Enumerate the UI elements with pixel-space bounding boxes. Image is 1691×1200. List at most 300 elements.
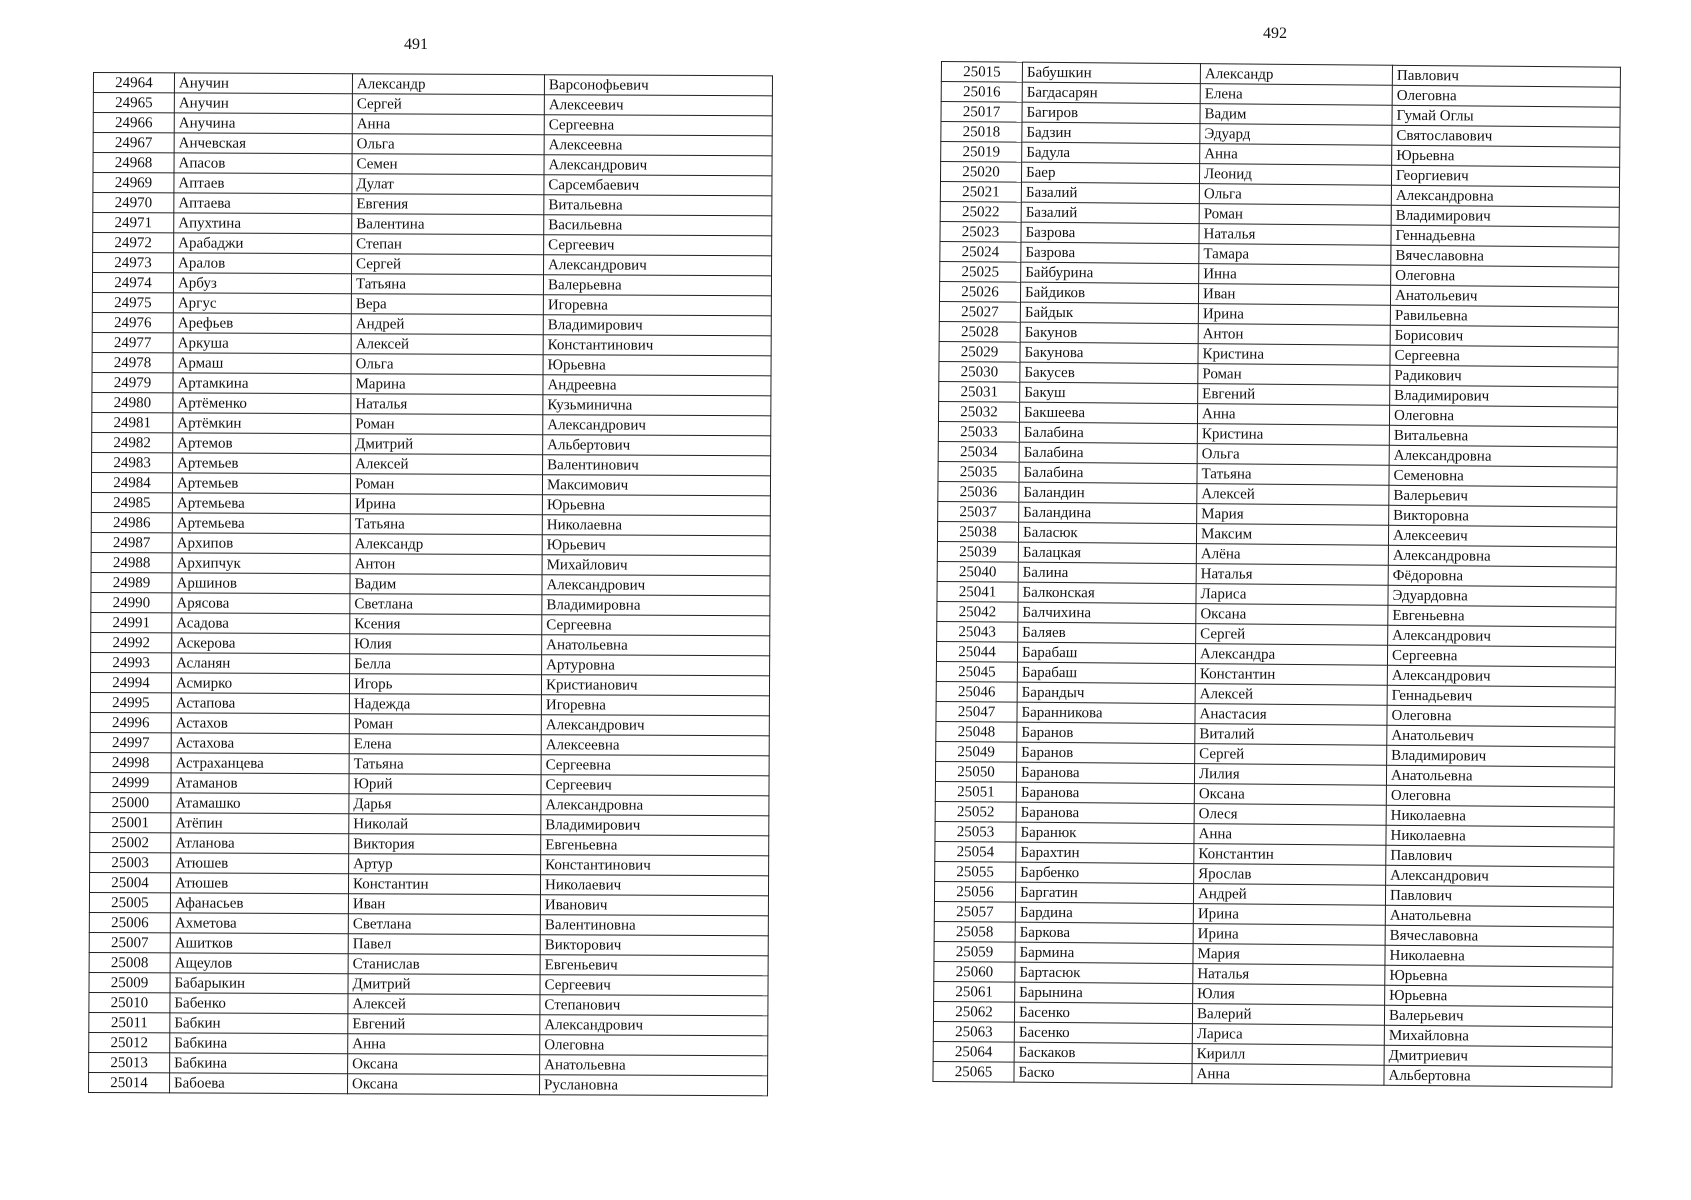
table-row	[89, 932, 768, 955]
patronymic-cell: Сергеевич	[544, 235, 772, 256]
patronymic-cell: Андреевна	[543, 375, 771, 396]
first-name-cell: Александр	[352, 74, 544, 95]
record-number-cell: 24975	[92, 292, 173, 312]
patronymic-cell: Николаевна	[542, 515, 770, 536]
surname-cell: Багиров	[1022, 102, 1200, 123]
surname-cell: Бакунова	[1020, 342, 1198, 363]
record-number-cell: 25026	[939, 281, 1020, 302]
patronymic-cell: Артуровна	[542, 655, 770, 676]
patronymic-cell: Витальевна	[544, 195, 772, 216]
surname-cell: Базрова	[1021, 242, 1199, 263]
table-row	[92, 432, 771, 455]
record-number-cell: 24965	[93, 93, 174, 113]
record-number-cell: 25033	[938, 421, 1019, 442]
surname-cell: Атаманов	[171, 773, 349, 794]
record-number-cell: 25065	[933, 1061, 1014, 1082]
record-number-cell: 25059	[934, 941, 1015, 962]
surname-cell: Басенко	[1014, 1002, 1192, 1023]
surname-cell: Бабкин	[170, 1013, 348, 1034]
record-number-cell: 25041	[937, 581, 1018, 602]
table-row	[93, 113, 772, 136]
first-name-cell: Тамара	[1199, 244, 1391, 266]
surname-cell: Бабкина	[170, 1033, 348, 1054]
surname-cell: Барабаш	[1017, 642, 1195, 663]
first-name-cell: Кристина	[1197, 424, 1389, 446]
surname-cell: Артемьев	[172, 473, 350, 494]
surname-cell: Баранова	[1016, 762, 1194, 783]
first-name-cell: Лариса	[1192, 1024, 1384, 1046]
first-name-cell: Дмитрий	[351, 434, 543, 455]
record-number-cell: 24978	[92, 352, 173, 372]
record-number-cell: 25037	[938, 501, 1019, 522]
record-number-cell: 25025	[940, 261, 1021, 282]
surname-cell: Баландин	[1019, 482, 1197, 503]
first-name-cell: Оксана	[348, 1074, 540, 1095]
surname-cell: Базалий	[1021, 182, 1199, 203]
surname-cell: Баляев	[1018, 622, 1196, 643]
surname-cell: Барандыч	[1017, 682, 1195, 703]
table-row	[91, 492, 770, 515]
first-name-cell: Ирина	[350, 494, 542, 515]
surname-cell: Артемьев	[173, 453, 351, 474]
first-name-cell: Анна	[1197, 404, 1389, 426]
first-name-cell: Андрей	[351, 314, 543, 335]
patronymic-cell: Дмитриевич	[1384, 1045, 1612, 1067]
patronymic-cell: Олеговна	[1387, 705, 1615, 727]
table-row	[91, 512, 770, 535]
patronymic-cell: Евгеньевна	[541, 835, 769, 856]
record-number-cell: 24997	[90, 732, 171, 752]
table-row	[92, 292, 771, 315]
surname-cell: Баранюк	[1016, 822, 1194, 843]
first-name-cell: Александр	[350, 534, 542, 555]
record-number-cell: 24988	[91, 552, 172, 572]
patronymic-cell: Сергеевна	[542, 615, 770, 636]
record-number-cell: 25006	[89, 912, 170, 932]
table-row	[93, 233, 772, 256]
record-number-cell: 24969	[93, 173, 174, 193]
first-name-cell: Константин	[1194, 844, 1386, 866]
first-name-cell: Роман	[349, 714, 541, 735]
page-number-right: 492	[1263, 25, 1287, 42]
page-number-left: 491	[404, 36, 428, 53]
surname-cell: Анучин	[174, 93, 352, 114]
patronymic-cell: Константинович	[541, 855, 769, 876]
first-name-cell: Константин	[348, 874, 540, 895]
record-number-cell: 25018	[941, 122, 1022, 143]
surname-cell: Ащеулов	[170, 953, 348, 974]
surname-cell: Бабенко	[170, 993, 348, 1014]
patronymic-cell: Борисович	[1390, 325, 1618, 347]
surname-cell: Аркуша	[173, 333, 351, 354]
record-number-cell: 25058	[934, 921, 1015, 942]
patronymic-cell: Юрьевич	[542, 535, 770, 556]
patronymic-cell: Витальевна	[1389, 425, 1617, 447]
patronymic-cell: Максимович	[542, 475, 770, 496]
first-name-cell: Валентина	[352, 214, 544, 235]
first-name-cell: Николай	[349, 814, 541, 835]
record-number-cell: 24999	[90, 772, 171, 792]
surname-cell: Баранов	[1017, 722, 1195, 743]
surname-cell: Бабарыкин	[170, 973, 348, 994]
record-number-cell: 25015	[941, 62, 1022, 83]
first-name-cell: Максим	[1196, 524, 1388, 546]
table-row	[89, 1032, 768, 1055]
record-number-cell: 25062	[933, 1001, 1014, 1022]
patronymic-cell: Равильевна	[1390, 305, 1618, 327]
surname-cell: Атюшев	[171, 853, 349, 874]
patronymic-cell: Эдуардовна	[1388, 585, 1616, 607]
surname-cell: Аршинов	[172, 573, 350, 594]
first-name-cell: Наталья	[1193, 964, 1385, 986]
patronymic-cell: Анатольевна	[1386, 765, 1614, 787]
table-row	[92, 352, 771, 375]
surname-cell: Атёпин	[171, 813, 349, 834]
record-number-cell: 25012	[89, 1032, 170, 1052]
table-row	[90, 672, 769, 695]
surname-cell: Баландина	[1019, 502, 1197, 523]
table-row	[90, 692, 769, 715]
record-number-cell: 25039	[937, 541, 1018, 562]
record-number-cell: 24993	[91, 652, 172, 672]
surname-cell: Балабина	[1019, 422, 1197, 443]
surname-cell: Баско	[1014, 1062, 1192, 1083]
patronymic-cell: Александрович	[543, 415, 771, 436]
first-name-cell: Станислав	[348, 954, 540, 975]
patronymic-cell: Сергеевна	[541, 755, 769, 776]
record-number-cell: 25063	[933, 1021, 1014, 1042]
record-number-cell: 24983	[92, 452, 173, 472]
table-row	[92, 372, 771, 395]
first-name-cell: Семен	[352, 154, 544, 175]
first-name-cell: Анастасия	[1195, 704, 1387, 726]
first-name-cell: Алексей	[351, 334, 543, 355]
record-number-cell: 24967	[93, 133, 174, 153]
record-number-cell: 25034	[938, 441, 1019, 462]
first-name-cell: Евгений	[348, 1014, 540, 1035]
surname-cell: Балабина	[1019, 442, 1197, 463]
first-name-cell: Эдуард	[1200, 124, 1392, 146]
surname-cell: Артёмкин	[173, 413, 351, 434]
patronymic-cell: Викторовна	[1389, 505, 1617, 527]
patronymic-cell: Семеновна	[1389, 465, 1617, 487]
first-name-cell: Татьяна	[350, 514, 542, 535]
first-name-cell: Татьяна	[1197, 464, 1389, 486]
record-number-cell: 24985	[91, 492, 172, 512]
record-number-cell: 25044	[936, 641, 1017, 662]
patronymic-cell: Константинович	[543, 335, 771, 356]
patronymic-cell: Александровна	[1391, 185, 1619, 207]
surname-cell: Баранов	[1017, 742, 1195, 763]
patronymic-cell: Юрьевна	[1385, 985, 1613, 1007]
patronymic-cell: Александровна	[1388, 545, 1616, 567]
patronymic-cell: Васильевна	[544, 215, 772, 236]
patronymic-cell: Александрович	[1386, 865, 1614, 887]
table-row	[91, 632, 770, 655]
first-name-cell: Евгений	[1198, 384, 1390, 406]
table-row	[92, 452, 771, 475]
table-row	[93, 213, 772, 236]
patronymic-cell: Николаевич	[540, 875, 768, 896]
first-name-cell: Мария	[1193, 944, 1385, 966]
record-number-cell: 25054	[935, 841, 1016, 862]
patronymic-cell: Михайлович	[542, 555, 770, 576]
first-name-cell: Татьяна	[351, 274, 543, 295]
surname-cell: Баргатин	[1015, 882, 1193, 903]
first-name-cell: Виктория	[349, 834, 541, 855]
first-name-cell: Сергей	[352, 94, 544, 115]
table-row	[90, 772, 769, 795]
surname-cell: Анучина	[174, 113, 352, 134]
record-number-cell: 24977	[92, 332, 173, 352]
first-name-cell: Роман	[350, 474, 542, 495]
patronymic-cell: Святославович	[1392, 125, 1620, 147]
surname-cell: Багдасарян	[1022, 82, 1200, 103]
surname-cell: Апасов	[174, 153, 352, 174]
patronymic-cell: Фёдоровна	[1388, 565, 1616, 587]
patronymic-cell: Павлович	[1386, 845, 1614, 867]
surname-cell: Артамкина	[173, 373, 351, 394]
first-name-cell: Анна	[1200, 144, 1392, 166]
first-name-cell: Константин	[1195, 664, 1387, 686]
table-row	[933, 1061, 1612, 1087]
first-name-cell: Вадим	[350, 574, 542, 595]
surname-cell: Артемьева	[172, 513, 350, 534]
record-number-cell: 24984	[91, 472, 172, 492]
patronymic-cell: Альбертовна	[1384, 1065, 1612, 1087]
record-number-cell: 24995	[90, 692, 171, 712]
record-number-cell: 24987	[91, 532, 172, 552]
first-name-cell: Елена	[1200, 84, 1392, 106]
first-name-cell: Ольга	[1199, 184, 1391, 206]
surname-cell: Байдиков	[1020, 282, 1198, 303]
table-row	[92, 273, 771, 296]
patronymic-cell: Алексеевна	[544, 135, 772, 156]
table-row	[91, 552, 770, 575]
patronymic-cell: Викторович	[540, 935, 768, 956]
patronymic-cell: Павлович	[1392, 65, 1620, 87]
table-row	[90, 812, 769, 835]
surname-cell: Бабоева	[170, 1073, 348, 1094]
table-row	[92, 412, 771, 435]
patronymic-cell: Сергеевич	[540, 975, 768, 996]
first-name-cell: Анна	[352, 114, 544, 135]
table-row	[93, 193, 772, 216]
table-row	[89, 912, 768, 935]
record-number-cell: 25031	[939, 381, 1020, 402]
record-number-cell: 24970	[93, 193, 174, 213]
patronymic-cell: Юрьевна	[1392, 145, 1620, 167]
record-number-cell: 24976	[92, 312, 173, 332]
surname-cell: Балконская	[1018, 582, 1196, 603]
surname-cell: Бакунов	[1020, 322, 1198, 343]
surname-cell: Барабаш	[1017, 662, 1195, 683]
first-name-cell: Ярослав	[1194, 864, 1386, 886]
first-name-cell: Юрий	[349, 774, 541, 795]
patronymic-cell: Александрович	[541, 715, 769, 736]
patronymic-cell: Олеговна	[1392, 85, 1620, 107]
surname-cell: Балабина	[1019, 462, 1197, 483]
table-row	[89, 952, 768, 975]
record-number-cell: 24980	[92, 392, 173, 412]
first-name-cell: Александра	[1195, 644, 1387, 666]
surname-cell: Ахметова	[170, 913, 348, 934]
patronymic-cell: Николаевна	[1385, 945, 1613, 967]
record-number-cell: 24996	[90, 712, 171, 732]
patronymic-cell: Александрович	[542, 575, 770, 596]
surname-cell: Бадзин	[1022, 122, 1200, 143]
table-row	[90, 732, 769, 755]
surname-cell: Барынина	[1015, 982, 1193, 1003]
patronymic-cell: Николаевна	[1386, 825, 1614, 847]
patronymic-cell: Владимирович	[1390, 385, 1618, 407]
surname-cell: Бакшеева	[1019, 402, 1197, 423]
first-name-cell: Анна	[1192, 1064, 1384, 1086]
record-number-cell: 25056	[934, 881, 1015, 902]
table-row	[91, 652, 770, 675]
first-name-cell: Иван	[1198, 284, 1390, 306]
table-row	[91, 572, 770, 595]
surname-cell: Архипов	[172, 533, 350, 554]
first-name-cell: Оксана	[348, 1054, 540, 1075]
surname-cell: Баранникова	[1017, 702, 1195, 723]
table-row	[90, 792, 769, 815]
table-row	[92, 312, 771, 335]
patronymic-cell: Евгеньевна	[1388, 605, 1616, 627]
surname-cell: Артемьева	[172, 493, 350, 514]
patronymic-cell: Владимировна	[542, 595, 770, 616]
first-name-cell: Ирина	[1193, 924, 1385, 946]
patronymic-cell: Александрович	[1388, 625, 1616, 647]
record-number-cell: 25011	[89, 1012, 170, 1032]
surname-cell: Бармина	[1015, 942, 1193, 963]
first-name-cell: Ольга	[351, 354, 543, 375]
first-name-cell: Виталий	[1195, 724, 1387, 746]
record-number-cell: 25023	[940, 221, 1021, 242]
first-name-cell: Алексей	[348, 994, 540, 1015]
record-number-cell: 24989	[91, 572, 172, 592]
record-number-cell: 25051	[935, 781, 1016, 802]
first-name-cell: Татьяна	[349, 754, 541, 775]
record-number-cell: 24972	[93, 233, 174, 253]
first-name-cell: Сергей	[1195, 744, 1387, 766]
record-number-cell: 24968	[93, 153, 174, 173]
patronymic-cell: Юрьевна	[542, 495, 770, 516]
patronymic-cell: Кристианович	[541, 675, 769, 696]
record-number-cell: 25038	[937, 521, 1018, 542]
record-number-cell: 25052	[935, 801, 1016, 822]
surname-cell: Баранова	[1016, 802, 1194, 823]
table-row	[91, 612, 770, 635]
table-row	[89, 1072, 768, 1095]
record-number-cell: 25017	[941, 102, 1022, 123]
surname-cell: Аралов	[174, 253, 352, 274]
surname-cell: Барбенко	[1016, 862, 1194, 883]
first-name-cell: Ксения	[350, 614, 542, 635]
patronymic-cell: Александровна	[541, 795, 769, 816]
table-row	[90, 712, 769, 735]
surname-cell: Асланян	[172, 653, 350, 674]
patronymic-cell: Юрьевна	[1385, 965, 1613, 987]
surname-cell: Аптаев	[174, 173, 352, 194]
surname-cell: Атамашко	[171, 793, 349, 814]
patronymic-cell: Степанович	[540, 995, 768, 1016]
table-row	[92, 392, 771, 415]
patronymic-cell: Игоревна	[541, 695, 769, 716]
record-number-cell: 25005	[89, 892, 170, 912]
register-table-page-491	[88, 72, 773, 1096]
record-number-cell: 25028	[939, 321, 1020, 342]
first-name-cell: Степан	[352, 234, 544, 255]
patronymic-cell: Вячеславовна	[1385, 925, 1613, 947]
record-number-cell: 24994	[90, 672, 171, 692]
record-number-cell: 25002	[90, 832, 171, 852]
surname-cell: Артемов	[173, 433, 351, 454]
surname-cell: Балацкая	[1018, 542, 1196, 563]
surname-cell: Астахова	[171, 733, 349, 754]
first-name-cell: Наталья	[351, 394, 543, 415]
patronymic-cell: Алексеевич	[544, 95, 772, 116]
record-number-cell: 25024	[940, 241, 1021, 262]
patronymic-cell: Гумай Оглы	[1392, 105, 1620, 127]
register-table-body	[933, 62, 1621, 1088]
first-name-cell: Белла	[350, 654, 542, 675]
surname-cell: Архипчук	[172, 553, 350, 574]
record-number-cell: 25043	[937, 621, 1018, 642]
table-row	[91, 532, 770, 555]
record-number-cell: 25048	[936, 721, 1017, 742]
record-number-cell: 25021	[940, 181, 1021, 202]
patronymic-cell: Николаевна	[1386, 805, 1614, 827]
first-name-cell: Андрей	[1193, 884, 1385, 906]
first-name-cell: Лилия	[1194, 764, 1386, 786]
table-row	[93, 253, 772, 276]
surname-cell: Бадула	[1022, 142, 1200, 163]
surname-cell: Бакуш	[1020, 382, 1198, 403]
table-row	[89, 972, 768, 995]
table-row	[89, 1012, 768, 1035]
record-number-cell: 25004	[89, 872, 170, 892]
surname-cell: Асадова	[172, 613, 350, 634]
record-number-cell: 24973	[93, 253, 174, 273]
record-number-cell: 25047	[936, 701, 1017, 722]
first-name-cell: Иван	[348, 894, 540, 915]
record-number-cell: 24982	[92, 432, 173, 452]
first-name-cell: Дмитрий	[348, 974, 540, 995]
patronymic-cell: Георгиевич	[1391, 165, 1619, 187]
record-number-cell: 25036	[938, 481, 1019, 502]
record-number-cell: 25029	[939, 341, 1020, 362]
first-name-cell: Надежда	[349, 694, 541, 715]
record-number-cell: 24991	[91, 612, 172, 632]
record-number-cell: 25032	[938, 401, 1019, 422]
first-name-cell: Дулат	[352, 174, 544, 195]
patronymic-cell: Сергеевич	[541, 775, 769, 796]
first-name-cell: Игорь	[349, 674, 541, 695]
record-number-cell: 24971	[93, 213, 174, 233]
first-name-cell: Валерий	[1192, 1004, 1384, 1026]
surname-cell: Бабушкин	[1022, 62, 1200, 83]
patronymic-cell: Александрович	[544, 155, 772, 176]
first-name-cell: Сергей	[1196, 624, 1388, 646]
surname-cell: Анучин	[174, 73, 352, 94]
first-name-cell: Артур	[349, 854, 541, 875]
first-name-cell: Мария	[1197, 504, 1389, 526]
table-row	[89, 1052, 768, 1075]
record-number-cell: 24990	[91, 592, 172, 612]
table-row	[89, 892, 768, 915]
patronymic-cell: Олеговна	[1391, 265, 1619, 287]
